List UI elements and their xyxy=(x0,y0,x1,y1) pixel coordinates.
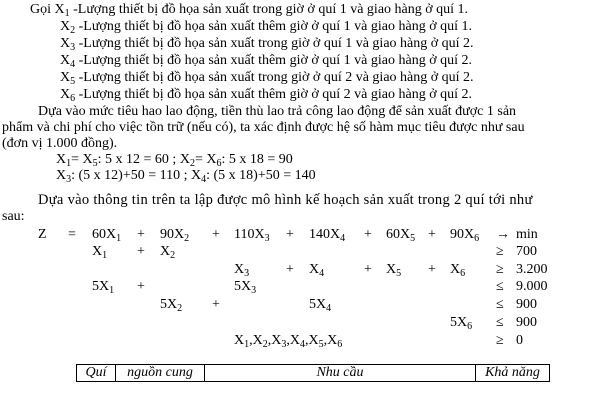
coef-line-2: $X_3$: (5 x 12)+50 = 110 ; $X_4$: (5 x 18)+50 = 140 xyxy=(56,168,316,185)
obj-term-1: $60X_1$ xyxy=(92,227,122,244)
def-text: -Lượng thiết bị đồ họa sản xuất trong giờ ở quí 2 và giao hàng ở quí 2. xyxy=(75,70,474,85)
def-text: -Lượng thiết bị đồ họa sản xuất trong giờ ở quí 1 và giao hàng ở quí 1. xyxy=(69,2,469,17)
obj-term-5: $60X_5$ xyxy=(386,227,416,244)
def-sub: 1 xyxy=(64,8,70,19)
obj-term-2: $90X_2$ xyxy=(160,227,190,244)
c3-5x1: $5X_1$ xyxy=(92,279,115,296)
obj-term-4: $140X_4$ xyxy=(309,227,346,244)
obj-term-3: $110X_3$ xyxy=(234,227,270,244)
le-sign: ≤ xyxy=(496,297,504,312)
def-intro: Gọi xyxy=(30,2,51,17)
def-line-4 xyxy=(60,53,472,69)
plus: + xyxy=(428,227,436,242)
arrow: → xyxy=(496,227,510,242)
def-text: -Lượng thiết bị đồ họa sản xuất trong giờ ở quí 1 và giao hàng ở quí 2. xyxy=(75,36,474,51)
def-line-6 xyxy=(60,87,472,103)
c2-x6: $X_6$ xyxy=(450,262,466,279)
def-var: X xyxy=(60,53,71,68)
rhs-3: 9.000 xyxy=(516,279,548,294)
coef-var: X xyxy=(56,168,67,183)
plus: + xyxy=(212,227,220,242)
col-header-demand: Nhu cầu xyxy=(205,365,476,382)
obj-term-6: $90X_6$ xyxy=(450,227,480,244)
coef-line-1: $X_1= X_5$: 5 x 12 = 60 ; $X_2= X_6$: 5 x 18 = 90 xyxy=(56,152,293,169)
def-sub: 5 xyxy=(70,76,76,87)
para1-line3: (đơn vị 1.000 đồng). xyxy=(2,136,118,151)
def-var: X xyxy=(60,87,71,102)
def-text: -Lượng thiết bị đồ họa sản xuất thêm giờ ở quí 2 và giao hàng ở quí 2. xyxy=(75,87,472,102)
coef-text: : (5 x 12)+50 = 110 ; X xyxy=(71,168,202,183)
col-header-capacity: Khả năng xyxy=(476,365,550,382)
ge-sign: ≥ xyxy=(496,333,504,348)
def-line-2 xyxy=(60,19,472,35)
ge-sign: ≥ xyxy=(496,262,504,277)
c3-5x3: $5X_3$ xyxy=(234,279,257,296)
rhs-1: 700 xyxy=(516,244,537,259)
def-text: -Lượng thiết bị đồ họa sản xuất thêm giờ ở quí 1 và giao hàng ở quí 1. xyxy=(75,19,472,34)
ge-sign: ≥ xyxy=(496,244,504,259)
coef-text: = X xyxy=(194,152,217,167)
plus: + xyxy=(364,262,372,277)
coef-text: = X xyxy=(71,152,93,167)
col-header-supply: nguồn cung xyxy=(116,365,205,382)
rhs-4: 900 xyxy=(516,297,537,312)
c2-x3: $X_3$ xyxy=(234,262,250,279)
nonneg-vars: $X_1,X_2,X_3,X_4,X_5,X_6$ xyxy=(234,333,343,350)
le-sign: ≤ xyxy=(496,279,504,294)
def-text: -Lượng thiết bị đồ họa sản xuất thêm giờ ở quí 1 và giao hàng ở quí 2. xyxy=(75,53,472,68)
plus: + xyxy=(137,279,145,294)
coef-text: : (5 x 18)+50 = 140 xyxy=(206,168,316,183)
def-var: X xyxy=(60,70,71,85)
rhs-6: 0 xyxy=(516,333,523,348)
c2-x5: $X_5$ xyxy=(386,262,402,279)
c2-x4: $X_4$ xyxy=(309,262,325,279)
para2-line1: Dựa vào thông tin trên ta lập được mô hình kế hoạch sản xuất trong 2 quí tới như xyxy=(38,192,533,208)
def-line-5 xyxy=(60,70,474,86)
c1-x1: $X_1$ xyxy=(92,244,108,261)
plus: + xyxy=(137,244,145,259)
def-var: X xyxy=(60,19,71,34)
c1-x2: $X_2$ xyxy=(160,244,176,261)
coef-text: : 5 x 18 = 90 xyxy=(221,152,293,167)
def-sub: 6 xyxy=(70,93,76,104)
coef-text: : 5 x 12 = 60 ; X xyxy=(97,152,190,167)
plus: + xyxy=(137,227,145,242)
c5-5x6: $5X_6$ xyxy=(450,315,473,332)
plus: + xyxy=(364,227,372,242)
def-var: X xyxy=(54,2,65,17)
plus: + xyxy=(212,297,220,312)
plus: + xyxy=(286,262,294,277)
para2-line2: sau: xyxy=(2,209,25,224)
model-z: Z xyxy=(38,227,47,242)
plus: + xyxy=(286,227,294,242)
rhs-5: 900 xyxy=(516,315,537,330)
def-sub: 2 xyxy=(70,25,76,36)
le-sign: ≤ xyxy=(496,315,504,330)
def-sub: 3 xyxy=(70,42,76,53)
para1-line2: phẩm và chi phí cho việc tồn trữ (nếu có), ta xác định được hệ số hàm mục tiêu được như sau xyxy=(2,120,525,135)
model-equals: = xyxy=(68,227,76,242)
c4-5x4: $5X_4$ xyxy=(309,297,332,314)
para1-line1: Dựa vào mức tiêu hao lao động, tiền thù lao trả công lao động để sản xuất được 1 sản xyxy=(38,104,517,119)
rhs-2: 3.200 xyxy=(516,262,548,277)
min: min xyxy=(516,227,538,242)
def-sub: 4 xyxy=(70,59,76,70)
def-var: X xyxy=(60,36,71,51)
col-header-quarter: Quí xyxy=(85,365,107,380)
c4-5x2: $5X_2$ xyxy=(160,297,183,314)
plus: + xyxy=(428,262,436,277)
coef-var: X xyxy=(56,152,67,167)
def-line-1 xyxy=(30,2,468,18)
supply-demand-table xyxy=(76,364,550,382)
def-line-3 xyxy=(60,36,474,52)
table-header-row xyxy=(77,365,550,382)
